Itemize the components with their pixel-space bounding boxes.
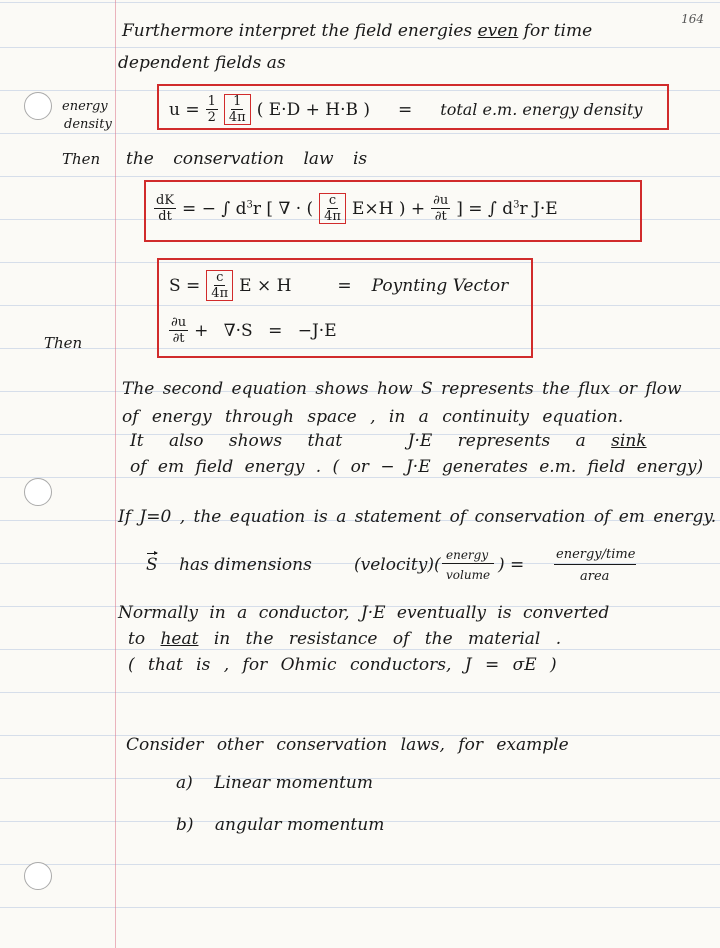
underlined-word: heat [160,629,199,649]
numerator: 1 [233,94,242,109]
text-line: Normally in a conductor, J·E eventually is converted [118,603,610,623]
equation-conservation [154,193,558,224]
eq-rest: + ∇·S = −J·E [194,320,337,341]
eq-part [456,199,557,219]
text-span: Furthermore interpret the field energies [122,21,473,41]
text-line [128,630,561,648]
fraction-denominator: volume [446,568,491,582]
denominator: 2 [207,110,216,125]
margin-line [115,0,116,948]
fraction-bar [554,564,636,565]
line-2: dependent fields as [118,53,286,73]
denominator: ∂t [172,331,185,346]
eq-exh: E × H [239,275,292,296]
denominator: 4π [228,110,246,125]
text-span: to [128,629,146,649]
fraction-half [206,95,218,124]
punch-hole [24,92,52,120]
eq-text: r J·E [519,198,558,219]
margin-label-then: Then [62,150,101,168]
text-span: ) = [498,555,525,575]
text-line: If J=0 , the equation is a statement of conservation of em energy. [118,507,717,527]
fraction-numerator: energy [446,548,489,562]
text-line: ( that is , for Ohmic conductors, J = σE ) [128,655,557,675]
punch-hole [24,478,52,506]
numerator: ∂u [171,315,187,330]
equation-continuity [169,316,337,345]
list-text: angular momentum [214,815,385,835]
eq-text: = − ∫ d [182,198,247,219]
numerator: c [216,270,224,285]
text-line: The second equation shows how S represents the flux or flow [122,379,682,399]
text-line [130,432,647,450]
fraction-du-dt [431,194,450,223]
punch-hole [24,862,52,890]
equation-box-conservation [144,180,642,242]
list-marker: b) [176,815,194,835]
fraction-du-dt [169,316,188,345]
denominator: 4π [211,286,229,301]
eq-text: E×H ) + [351,198,426,219]
margin-label-energy: energy [62,99,108,114]
eq-text: r [ ∇ · ( [252,198,314,219]
eq-lhs: u = [169,99,200,120]
fraction-bar [442,563,494,564]
equals-sign: = [337,275,352,296]
eq-text: ] = ∫ d [456,198,514,219]
denominator: ∂t [434,209,447,224]
equation-poynting-vector [169,270,508,301]
margin-label-density: density [64,117,112,132]
superscript: 3 [246,198,253,210]
fraction-c-4pi [209,271,230,300]
text-span: (velocity)( [354,555,441,575]
denominator: 4π [324,209,341,224]
text-span: J·E represents a [407,431,586,451]
text-line: Consider other conservation laws, for example [126,735,569,755]
text-span: in the resistance of the material . [213,629,562,649]
text-line: of em field energy . ( or − J·E generates e.m. field energy) [130,457,704,477]
numerator: 1 [207,94,216,109]
boxed-factor [224,94,251,125]
list-marker: a) [176,773,193,793]
underlined-word: even [477,21,519,41]
text-span: has dimensions [179,555,312,575]
vector-symbol: S [146,555,158,575]
margin-label-then-2: Then [44,334,83,352]
fraction-4pi [227,95,248,124]
denominator: dt [158,209,172,224]
text-span: for time [523,21,593,41]
equation-box-poynting [157,258,533,358]
fraction-dk-dt [154,194,176,223]
line-1 [122,22,592,40]
equation-box-energy-density [157,84,669,130]
numerator: dK [156,193,175,208]
eq-part [182,199,313,219]
line-conservation-law: the conservation law is [126,149,368,169]
list-item-a [176,774,373,792]
text-span: It also shows that [130,431,343,451]
eq-description: total e.m. energy density [440,100,643,119]
list-text: Linear momentum [214,773,373,793]
fraction-denominator: area [580,569,610,584]
boxed-factor [319,193,346,224]
dimensions-line [146,556,312,574]
underlined-word: sink [611,431,647,451]
list-item-b [176,816,384,834]
page-number: 164 [681,12,704,26]
fraction-numerator: energy/time [556,547,636,562]
numerator: ∂u [433,193,449,208]
equation-energy-density [169,94,642,125]
fraction-c-4pi [322,194,343,223]
text-line: of energy through space , in a continuity equation. [122,407,624,427]
superscript: 3 [513,198,520,210]
numerator: c [328,193,337,208]
eq-name: Poynting Vector [371,275,509,296]
eq-body: ( E·D + H·B ) [256,99,371,120]
boxed-factor [206,270,233,301]
eq-s: S = [169,275,201,296]
equals-sign: = [398,99,413,120]
